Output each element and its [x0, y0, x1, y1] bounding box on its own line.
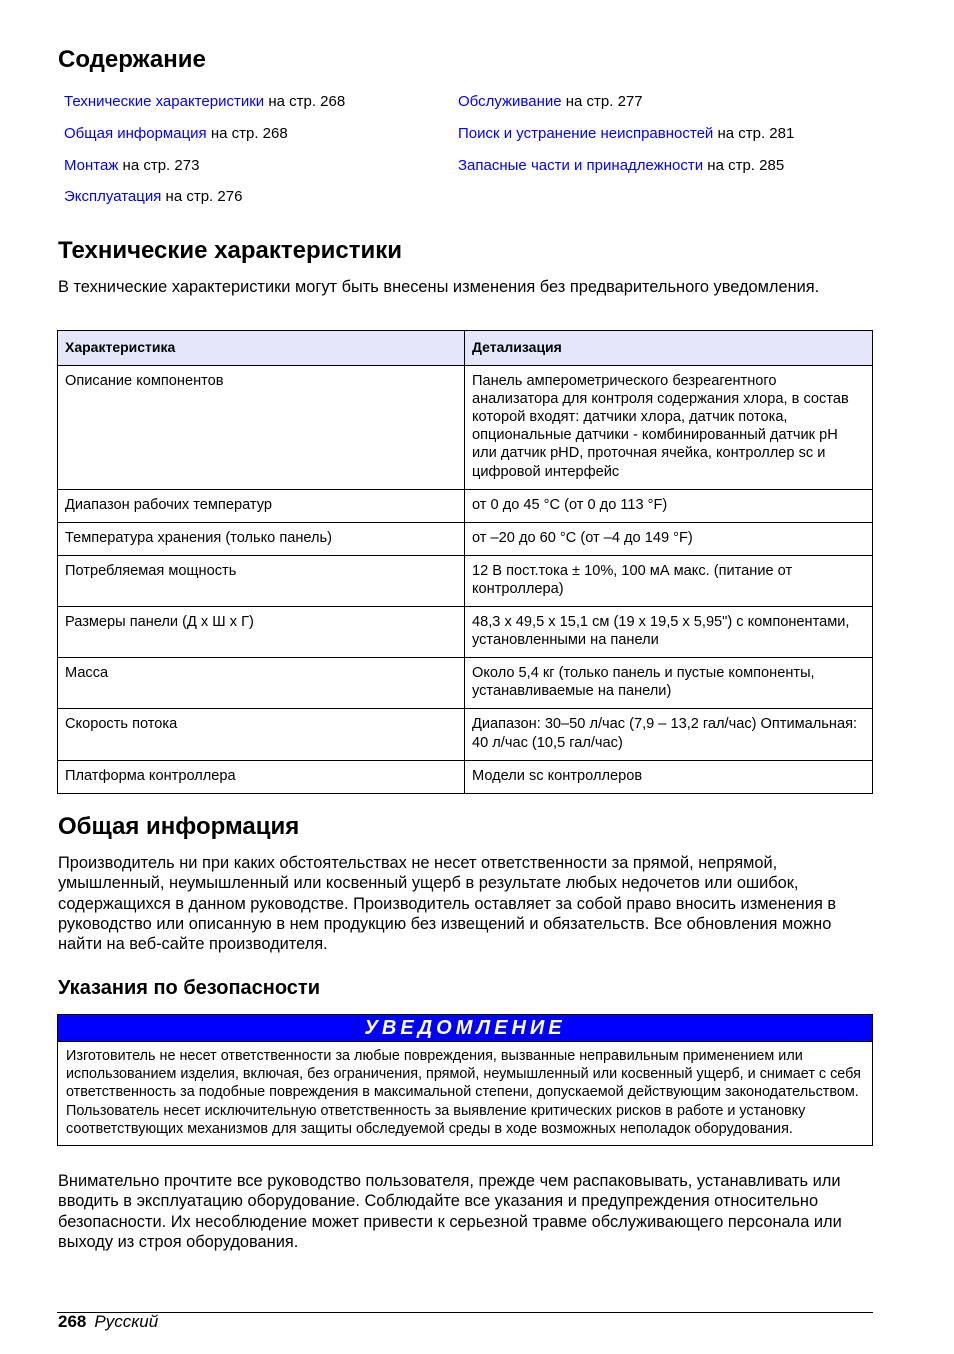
toc-page-ref: на стр. 268 — [206, 125, 288, 142]
toc-link-general[interactable]: Общая информация — [64, 125, 207, 142]
safety-text: Внимательно прочтите все руководство пользователя, прежде чем распаковывать, устанавливать или вводить в эксплуатацию оборудование. Соблюдайте все указания и предупреждения относительно безопасности. Их несоблюдение может привести к серьезной травме обслуживающего персонала или выходу из строя оборудования. — [58, 1172, 842, 1251]
toc-entry-operation — [64, 188, 242, 206]
toc-link-parts[interactable]: Запасные части и принадлежности — [458, 157, 704, 174]
toc-link-specs[interactable]: Технические характеристики — [64, 93, 265, 110]
spec-name: Платформа контроллера — [58, 760, 465, 793]
general-text: Производитель ни при каких обстоятельствах не несет ответственности за прямой, непрямой, умышленный, неумышленный или косвенный ущерб в результате любых недочетов или ошибок, содержащихся в данном руководстве. Производитель оставляет за собой право вносить изменения в руководство или описанную в нем продукцию без извещений и обязательств. Все обновления можно найти на веб-сайте производителя. — [58, 854, 837, 954]
general-title: Общая информация — [58, 813, 300, 840]
spec-name: Потребляемая мощность — [58, 555, 465, 606]
spec-detail: Модели sc контроллеров — [465, 760, 873, 793]
toc-entry-parts — [458, 157, 784, 175]
table-row — [58, 658, 873, 709]
spec-name: Диапазон рабочих температур — [58, 489, 465, 522]
toc-link-installation[interactable]: Монтаж — [64, 157, 119, 174]
toc-entry-installation — [64, 157, 199, 175]
footer-divider — [57, 1312, 873, 1313]
toc-entry-troubleshooting — [458, 125, 794, 143]
column-header: Характеристика — [58, 331, 465, 366]
table-row — [58, 366, 873, 490]
spec-name: Масса — [58, 658, 465, 709]
specs-intro: В технические характеристики могут быть внесены изменения без предварительного уведомления. — [58, 278, 820, 296]
table-row — [58, 555, 873, 606]
table-header-row — [58, 331, 873, 366]
column-header: Детализация — [465, 331, 873, 366]
table-row — [58, 489, 873, 522]
table-row — [58, 709, 873, 760]
notice-text: Изготовитель не несет ответственности за любые повреждения, вызванные неправильным применением или использованием изделия, включая, без ограничения, прямой, неумышленный или косвенный ущерб, и снимает с себя ответственность за подобные повреждения в максимальной степени, допускаемой действующим законодательством. Пользователь несет исключительную ответственность за выявление критических рисков в работе и установку соответствующих механизмов для защиты обследуемой среды в ходе возможных неполадок оборудования. — [58, 1041, 872, 1145]
toc-link-troubleshooting[interactable]: Поиск и устранение неисправностей — [458, 125, 714, 142]
toc-page-ref: на стр. 276 — [161, 188, 243, 205]
spec-name: Размеры панели (Д x Ш x Г) — [58, 607, 465, 658]
spec-name: Описание компонентов — [58, 366, 465, 490]
spec-name: Скорость потока — [58, 709, 465, 760]
toc-page-ref: на стр. 268 — [264, 93, 346, 110]
page-footer — [58, 1312, 158, 1332]
notice-label: УВЕДОМЛЕНИЕ — [58, 1015, 872, 1041]
toc-page-ref: на стр. 273 — [118, 157, 200, 174]
spec-detail: Панель амперометрического безреагентного анализатора для контроля содержания хлора, в состав которой входят: датчики хлора, датчик потока, опциональные датчики - комбинированный датчик pH или датчик pHD, проточная ячейка, контроллер sc и цифровой интерфейс — [465, 366, 873, 490]
spec-detail: 12 В пост.тока ± 10%, 100 мА макс. (питание от контроллера) — [465, 555, 873, 606]
notice-box — [57, 1014, 873, 1146]
table-row — [58, 607, 873, 658]
spec-detail: Около 5,4 кг (только панель и пустые компоненты, устанавливаемые на панели) — [465, 658, 873, 709]
table-row — [58, 760, 873, 793]
toc-link-operation[interactable]: Эксплуатация — [64, 188, 162, 205]
specs-table — [57, 330, 873, 794]
page-number: 268 — [58, 1312, 87, 1331]
safety-title: Указания по безопасности — [58, 977, 321, 999]
footer-language: Русский — [94, 1312, 159, 1331]
spec-detail: от 0 до 45 °C (от 0 до 113 °F) — [465, 489, 873, 522]
spec-detail: от –20 до 60 °C (от –4 до 149 °F) — [465, 522, 873, 555]
specs-title: Технические характеристики — [58, 237, 403, 264]
spec-name: Температура хранения (только панель) — [58, 522, 465, 555]
toc-entry-specs — [64, 93, 345, 111]
toc-link-maintenance[interactable]: Обслуживание — [458, 93, 562, 110]
spec-detail: Диапазон: 30–50 л/час (7,9 – 13,2 гал/час) Оптимальная: 40 л/час (10,5 гал/час) — [465, 709, 873, 760]
toc-entry-general — [64, 125, 288, 143]
toc-entry-maintenance — [458, 93, 643, 111]
table-row — [58, 522, 873, 555]
toc-page-ref: на стр. 277 — [561, 93, 643, 110]
contents-title: Содержание — [58, 46, 206, 73]
spec-detail: 48,3 x 49,5 x 15,1 см (19 x 19,5 x 5,95") с компонентами, установленными на панели — [465, 607, 873, 658]
toc-page-ref: на стр. 281 — [713, 125, 795, 142]
toc-page-ref: на стр. 285 — [703, 157, 785, 174]
